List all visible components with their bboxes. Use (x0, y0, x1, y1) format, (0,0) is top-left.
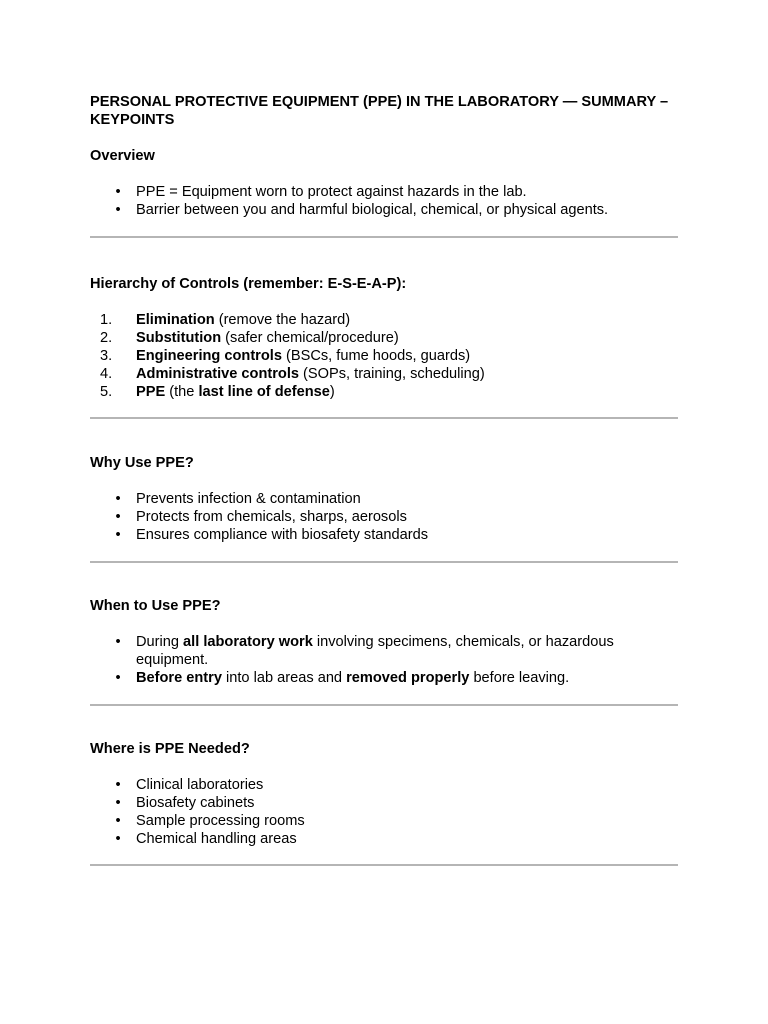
bullet-icon: • (115, 670, 121, 686)
list-item-text: Chemical handling areas (136, 831, 297, 847)
control-detail: ) (329, 384, 335, 400)
list-item (90, 201, 650, 219)
list-item (90, 794, 650, 812)
bullet-icon: • (115, 795, 121, 811)
control-detail: (BSCs, fume hoods, guards) (281, 348, 471, 364)
list-item-text: Clinical laboratories (136, 777, 264, 793)
bullet-icon: • (115, 527, 121, 543)
overview-list (90, 183, 650, 219)
list-item (90, 365, 650, 383)
list-item-emphasis: Before entry (136, 670, 222, 686)
section-divider (90, 417, 678, 419)
list-item-text: Sample processing rooms (136, 813, 305, 829)
list-item (90, 329, 650, 347)
list-item (90, 776, 650, 794)
list-item (90, 183, 650, 201)
list-item-text: involving specimens, chemicals, or hazardous equipment. (136, 634, 614, 668)
list-item (90, 526, 650, 544)
list-item (90, 669, 650, 687)
control-term: Engineering controls (136, 348, 282, 364)
why-list (90, 490, 650, 544)
bullet-icon: • (115, 509, 121, 525)
list-item-text: Barrier between you and harmful biological, chemical, or physical agents. (136, 202, 609, 218)
bullet-icon: • (115, 777, 121, 793)
list-item (90, 383, 650, 401)
section-divider (90, 864, 678, 866)
list-item (90, 812, 650, 830)
control-detail: (safer chemical/procedure) (221, 330, 399, 346)
why-heading: Why Use PPE? (90, 455, 194, 471)
list-item-text: Ensures compliance with biosafety standards (136, 527, 429, 543)
when-heading: When to Use PPE? (90, 598, 221, 614)
list-number: 2. (100, 330, 113, 346)
list-number: 1. (100, 312, 113, 328)
section-divider (90, 704, 678, 706)
control-term: Administrative controls (136, 366, 299, 382)
list-item-text: into lab areas and (221, 670, 347, 686)
hierarchy-heading: Hierarchy of Controls (remember: E-S-E-A-P): (90, 276, 407, 292)
list-number: 3. (100, 348, 113, 364)
control-detail: (the (165, 384, 199, 400)
bullet-icon: • (115, 491, 121, 507)
when-list (90, 633, 650, 687)
control-term: Elimination (136, 312, 215, 328)
section-divider (90, 236, 678, 238)
control-term: Substitution (136, 330, 222, 346)
where-list (90, 776, 650, 848)
hierarchy-list (90, 311, 650, 401)
list-item (90, 311, 650, 329)
list-item (90, 830, 650, 848)
list-item-emphasis: all laboratory work (183, 634, 313, 650)
overview-heading: Overview (90, 148, 155, 164)
control-term: PPE (136, 384, 166, 400)
bullet-icon: • (115, 202, 121, 218)
list-item-text: before leaving. (469, 670, 570, 686)
control-detail: (remove the hazard) (214, 312, 351, 328)
section-divider (90, 561, 678, 563)
list-item (90, 508, 650, 526)
bullet-icon: • (115, 831, 121, 847)
list-number: 4. (100, 366, 113, 382)
list-item-text: Prevents infection & contamination (136, 491, 361, 507)
bullet-icon: • (115, 184, 121, 200)
document-title: PERSONAL PROTECTIVE EQUIPMENT (PPE) IN THE LABORATORY — SUMMARY – KEYPOINTS (90, 94, 669, 128)
list-item-text: Protects from chemicals, sharps, aerosols (136, 509, 407, 525)
list-item-text: During (136, 634, 184, 650)
control-detail: (SOPs, training, scheduling) (299, 366, 485, 382)
list-item (90, 633, 650, 669)
list-item (90, 347, 650, 365)
bullet-icon: • (115, 813, 121, 829)
list-item-text: Biosafety cabinets (136, 795, 255, 811)
list-item (90, 490, 650, 508)
control-emphasis: last line of defense (198, 384, 330, 400)
where-heading: Where is PPE Needed? (90, 741, 250, 757)
bullet-icon: • (115, 634, 121, 650)
list-item-emphasis: removed properly (346, 670, 470, 686)
list-item-text: PPE = Equipment worn to protect against hazards in the lab. (136, 184, 527, 200)
list-number: 5. (100, 384, 113, 400)
